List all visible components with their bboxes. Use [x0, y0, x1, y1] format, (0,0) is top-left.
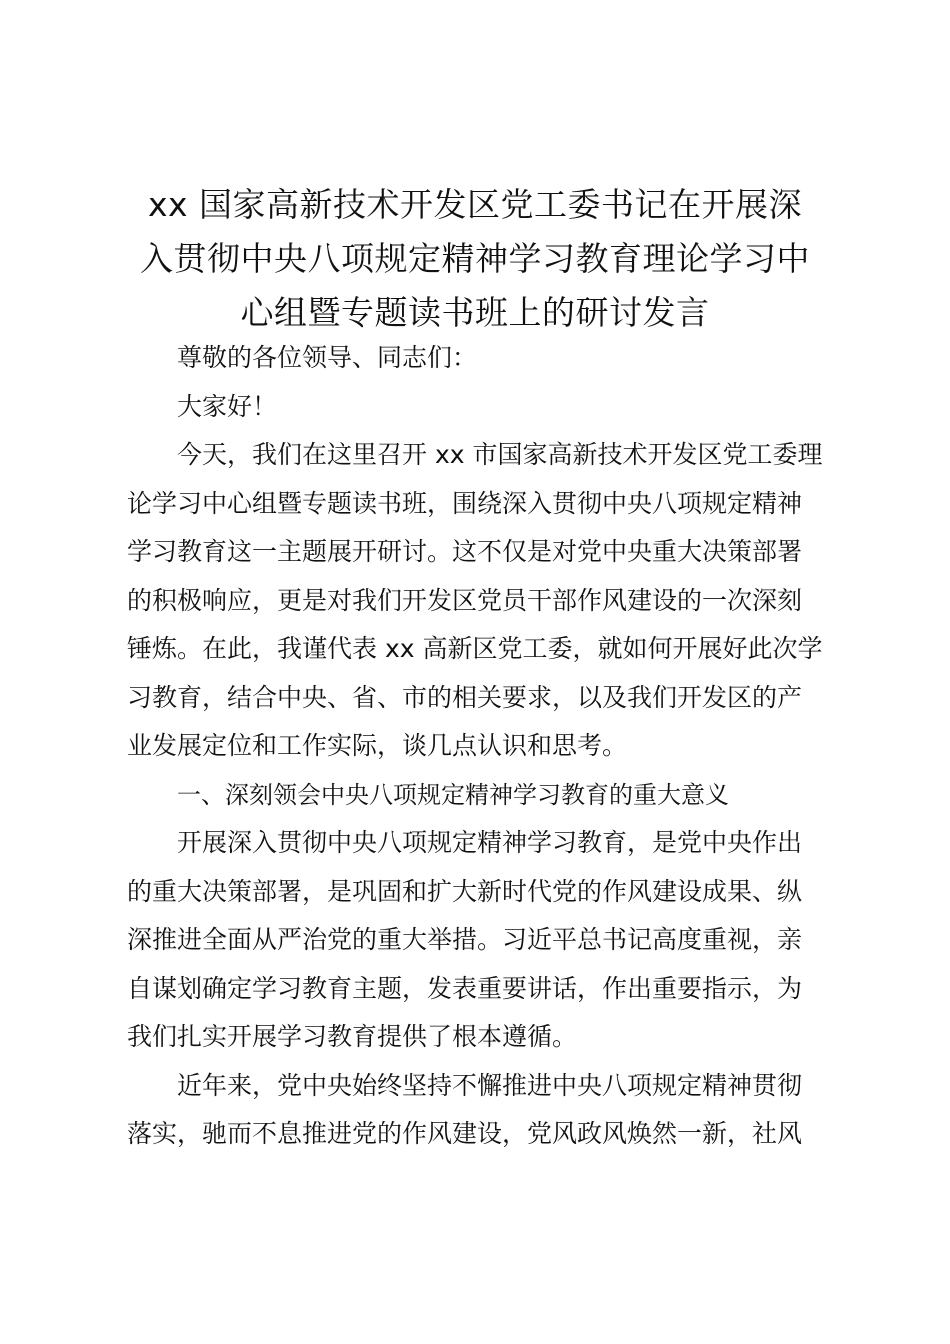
greeting: 大家好！ — [177, 391, 278, 421]
paragraph-line: 习教育，结合中央、省、市的相关要求，以及我们开发区的产 — [127, 682, 803, 712]
section-heading-1: 一、深刻领会中央八项规定精神学习教育的重大意义 — [177, 780, 729, 809]
paragraph-line: 自谋划确定学习教育主题，发表重要讲话，作出重要指示，为 — [127, 973, 803, 1003]
document-title — [110, 178, 840, 340]
paragraph-line: 学习教育这一主题展开研讨。这不仅是对党中央重大决策部署 — [127, 537, 803, 566]
intro-paragraph — [127, 431, 832, 771]
paragraph-line: 论学习中心组暨专题读书班，围绕深入贯彻中央八项规定精神 — [127, 488, 803, 518]
paragraph-line: 业发展定位和工作实际，谈几点认识和思考。 — [127, 731, 628, 760]
paragraph-line: 深推进全面从严治党的重大举措。习近平总书记高度重视，亲 — [127, 925, 803, 954]
paragraph-line: 我们扎实开展学习教育提供了根本遵循。 — [127, 1022, 578, 1051]
paragraph-line: 落实，驰而不息推进党的作风建设，党风政风焕然一新，社风 — [127, 1119, 803, 1148]
paragraph-line: 锤炼。在此，我谨代表 xx 高新区党工委，就如何开展好此次学 — [127, 634, 823, 663]
salutation: 尊敬的各位领导、同志们： — [177, 343, 478, 372]
paragraph-line: 开展深入贯彻中央八项规定精神学习教育，是党中央作出 — [177, 828, 803, 857]
paragraph-line: 的积极响应，更是对我们开发区党员干部作风建设的一次深刻 — [127, 585, 803, 615]
title-line-3: 心组暨专题读书班上的研讨发言 — [240, 293, 710, 332]
section1-paragraph-1 — [127, 819, 832, 1062]
title-line-1: xx 国家高新技术开发区党工委书记在开展深 — [147, 185, 803, 224]
document-body — [127, 334, 832, 1159]
title-line-2: 入贯彻中央八项规定精神学习教育理论学习中 — [140, 239, 810, 278]
paragraph-line: 今天，我们在这里召开 xx 市国家高新技术开发区党工委理 — [177, 440, 823, 469]
section1-paragraph-2 — [127, 1062, 832, 1159]
paragraph-line: 近年来，党中央始终坚持不懈推进中央八项规定精神贯彻 — [177, 1070, 803, 1100]
paragraph-line: 的重大决策部署，是巩固和扩大新时代党的作风建设成果、纵 — [127, 876, 803, 906]
